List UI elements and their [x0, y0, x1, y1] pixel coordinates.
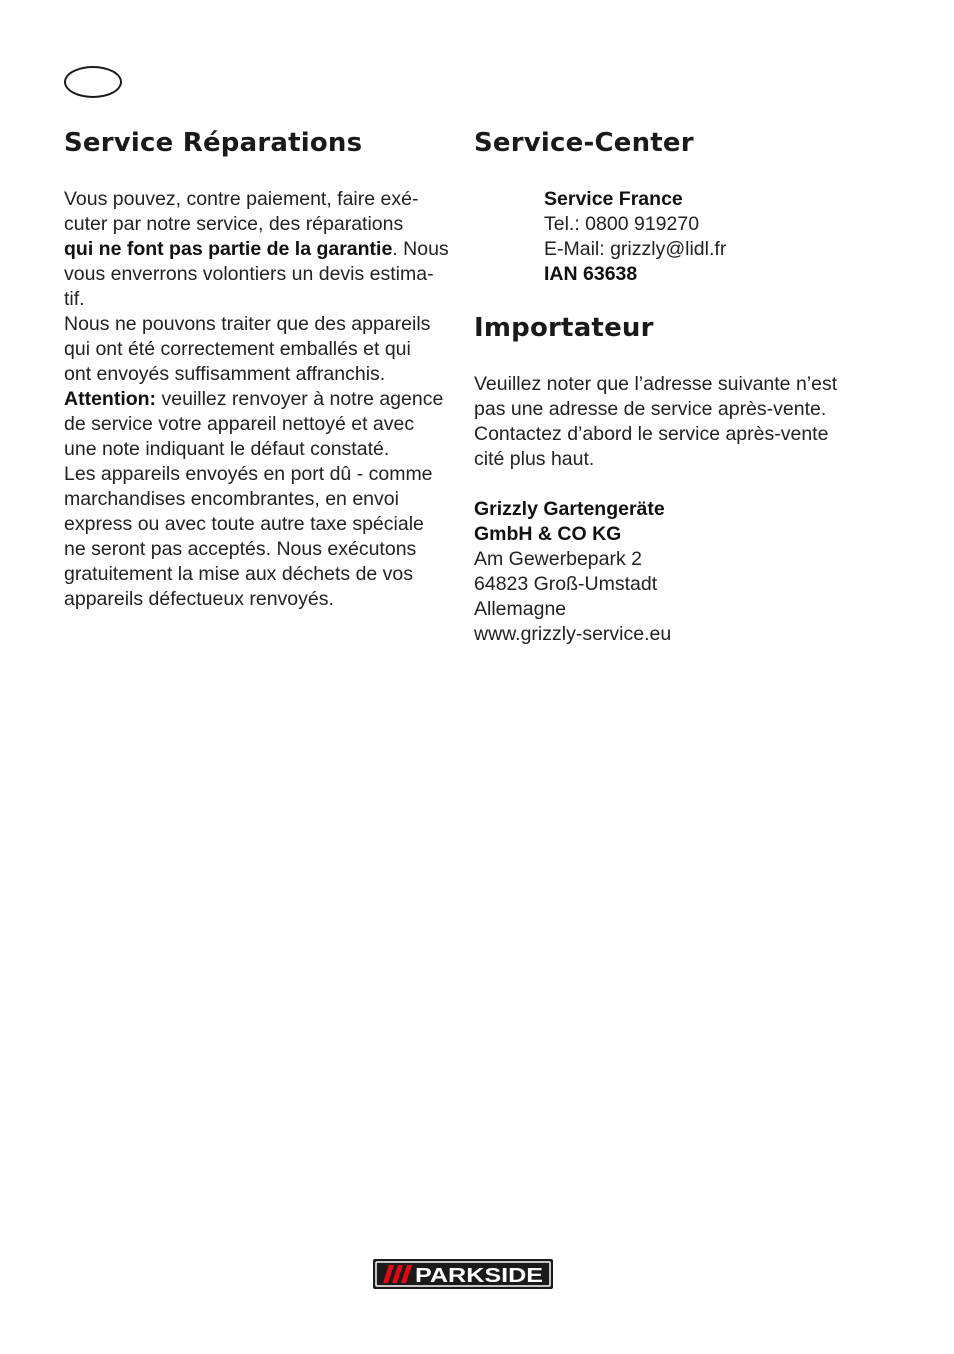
service-reparations-text	[64, 187, 454, 612]
bold-text: Attention:	[64, 388, 157, 410]
text-run: ne seront pas acceptés. Nous exécutons	[64, 538, 417, 560]
text-run: de service votre appareil nettoyé et avec	[64, 413, 415, 435]
service-reparations-section	[64, 126, 454, 612]
text-run: gratuitement la mise aux déchets de vos	[64, 563, 414, 585]
paragraph-line	[64, 187, 454, 212]
paragraph-line	[64, 312, 454, 337]
address-street: Am Gewerbepark 2	[474, 548, 642, 570]
text-run: Les appareils envoyés en port dû - comme	[64, 463, 433, 485]
paragraph-line	[64, 212, 454, 237]
text-run: marchandises encombrantes, en envoi	[64, 488, 399, 510]
service-ian: IAN 63638	[544, 263, 638, 285]
paragraph-line	[64, 537, 454, 562]
right-column	[474, 126, 874, 647]
logo-wordmark: PARKSIDE	[415, 1265, 543, 1287]
paragraph-line	[64, 587, 454, 612]
parkside-logo	[373, 1259, 553, 1289]
service-reparations-heading: Service Réparations	[64, 128, 363, 158]
importateur-note-line: Contactez d’abord le service après-vente	[474, 423, 829, 445]
text-run: Nous ne pouvons traiter que des appareils	[64, 313, 431, 335]
text-run: qui ont été correctement emballés et qui	[64, 338, 411, 360]
paragraph-line	[64, 437, 454, 462]
importateur-note-line: Veuillez noter que l’adresse suivante n’est	[474, 373, 838, 395]
text-run: express ou avec toute autre taxe spéciale	[64, 513, 424, 535]
text-run: une note indiquant le défaut constaté.	[64, 438, 390, 460]
text-run: vous enverrons volontiers un devis estima-	[64, 263, 434, 285]
paragraph-line	[64, 362, 454, 387]
importateur-note-line: cité plus haut.	[474, 448, 595, 470]
importer-address	[474, 497, 874, 647]
service-name: Service France	[544, 188, 683, 210]
text-run: . Nous	[392, 238, 449, 260]
text-run: Vous pouvez, contre paiement, faire exé-	[64, 188, 419, 210]
website-url: www.grizzly-service.eu	[474, 623, 672, 645]
address-city: 64823 Groß-Umstadt	[474, 573, 658, 595]
service-france-block	[474, 187, 874, 287]
paragraph-line	[64, 412, 454, 437]
service-phone: Tel.: 0800 919270	[544, 213, 700, 235]
company-name-line2: GmbH & CO KG	[474, 523, 622, 545]
importateur-note	[474, 372, 874, 472]
paragraph-line	[64, 487, 454, 512]
company-name-line1: Grizzly Gartengeräte	[474, 498, 665, 520]
paragraph-line	[64, 287, 454, 312]
paragraph-line	[64, 512, 454, 537]
paragraph-line	[64, 337, 454, 362]
paragraph-line	[64, 387, 454, 412]
paragraph-line	[64, 237, 454, 262]
service-email: E-Mail: grizzly@lidl.fr	[544, 238, 727, 260]
text-run: appareils défectueux renvoyés.	[64, 588, 334, 610]
bold-text: qui ne font pas partie de la garantie	[64, 238, 393, 260]
text-run: cuter par notre service, des réparations	[64, 213, 404, 235]
text-run: veuillez renvoyer à notre agence	[156, 388, 444, 410]
importateur-note-line: pas une adresse de service après-vente.	[474, 398, 827, 420]
language-badge	[64, 66, 122, 98]
text-run: ont envoyés suffisamment affranchis.	[64, 363, 386, 385]
paragraph-line	[64, 562, 454, 587]
service-center-heading: Service-Center	[474, 128, 694, 158]
paragraph-line	[64, 462, 454, 487]
paragraph-line	[64, 262, 454, 287]
importateur-heading: Importateur	[474, 313, 654, 343]
text-run: tif.	[64, 288, 85, 310]
address-country: Allemagne	[474, 598, 567, 620]
